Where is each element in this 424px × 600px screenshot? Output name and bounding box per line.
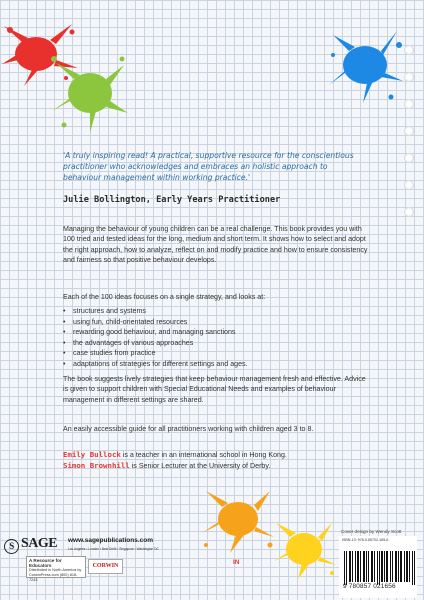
list-item: • case studies from practice [63,348,248,359]
strategy-list [63,306,248,370]
binder-hole [404,153,414,163]
intro-paragraph: Managing the behaviour of young children can be a real challenge. This book provides you with 100 tried and tested ideas for the long, medium and short term. It shows how to select and adopt the right approach, how to analyze, reflect on and modify practice and how to ensure consistency and fairness so that positive behaviour develops. [63,225,368,264]
author-bio [63,461,287,472]
list-item: • the advantages of various approaches [63,338,248,349]
orange-paint-splat [200,485,276,555]
in-mark: IN [233,559,240,566]
suggests-paragraph: The book suggests lively strategies that keep behaviour management fresh and effective. Advice is given to support children with Special Educational Needs and examples of behaviour management in different settings are shared. [63,375,366,404]
sage-logo [4,536,57,554]
corwin-logo: CORWIN [88,559,123,574]
green-paint-splat [50,55,130,135]
audience-paragraph: An easily accessible guide for all practitioners working with children aged 3 to 8. [63,425,314,433]
quote-attribution: Julie Bollington, Early Years Practitioner [63,195,281,205]
binder-hole [404,99,414,109]
binder-hole [404,126,414,136]
isbn-barcode [344,551,416,585]
sage-s-icon: S [4,539,19,554]
cover-credit: Cover design by Wendy Scott [341,529,402,534]
author-name: Simon Brownhill [63,460,130,470]
author-description: is Senior Lecturer at the University of Derby. [129,461,271,470]
binder-hole [404,45,414,55]
isbn-label: ISBN-13: 978-0-85702-165-6 [342,538,389,542]
author-name: Emily Bullock [63,450,121,459]
author-description: is a teacher in an international school in Hong Kong. [120,451,287,459]
blue-paint-splat [325,25,405,105]
author-bio [63,450,287,461]
endorsement-quote: 'A truly inspiring read! A practical, supportive resource for the conscientious practitioner who acknowledges and embraces an holistic approach to behaviour management within working practice.' [63,151,354,182]
resource-line: CorwinPress.com (800) 818-7243 [29,573,78,582]
author-bios [63,450,287,471]
list-item: • rewarding good behaviour, and managing sanctions [63,327,248,338]
publisher-cities: Los Angeles • London • New Delhi • Singapore • Washington DC [68,547,159,551]
binder-hole [404,72,414,82]
barcode-number: 9 780857 021656 [343,583,396,590]
list-item: • structures and systems [63,306,248,317]
yellow-paint-splat [272,515,338,581]
list-item: • using fun, child-orientated resources [63,317,248,328]
binder-hole [404,180,414,190]
resource-title: A Resource for Educators [29,558,62,568]
binder-hole [404,207,414,217]
list-item: • adaptations of strategies for different settings and ages. [63,359,248,370]
resource-line: Distributed in North America by [29,568,82,572]
publisher-url: www.sagepublications.com [68,537,153,544]
focus-intro: Each of the 100 ideas focuses on a single strategy, and looks at: [63,293,266,301]
sage-wordmark: SAGE [21,536,58,551]
educator-resource-box [26,556,86,582]
